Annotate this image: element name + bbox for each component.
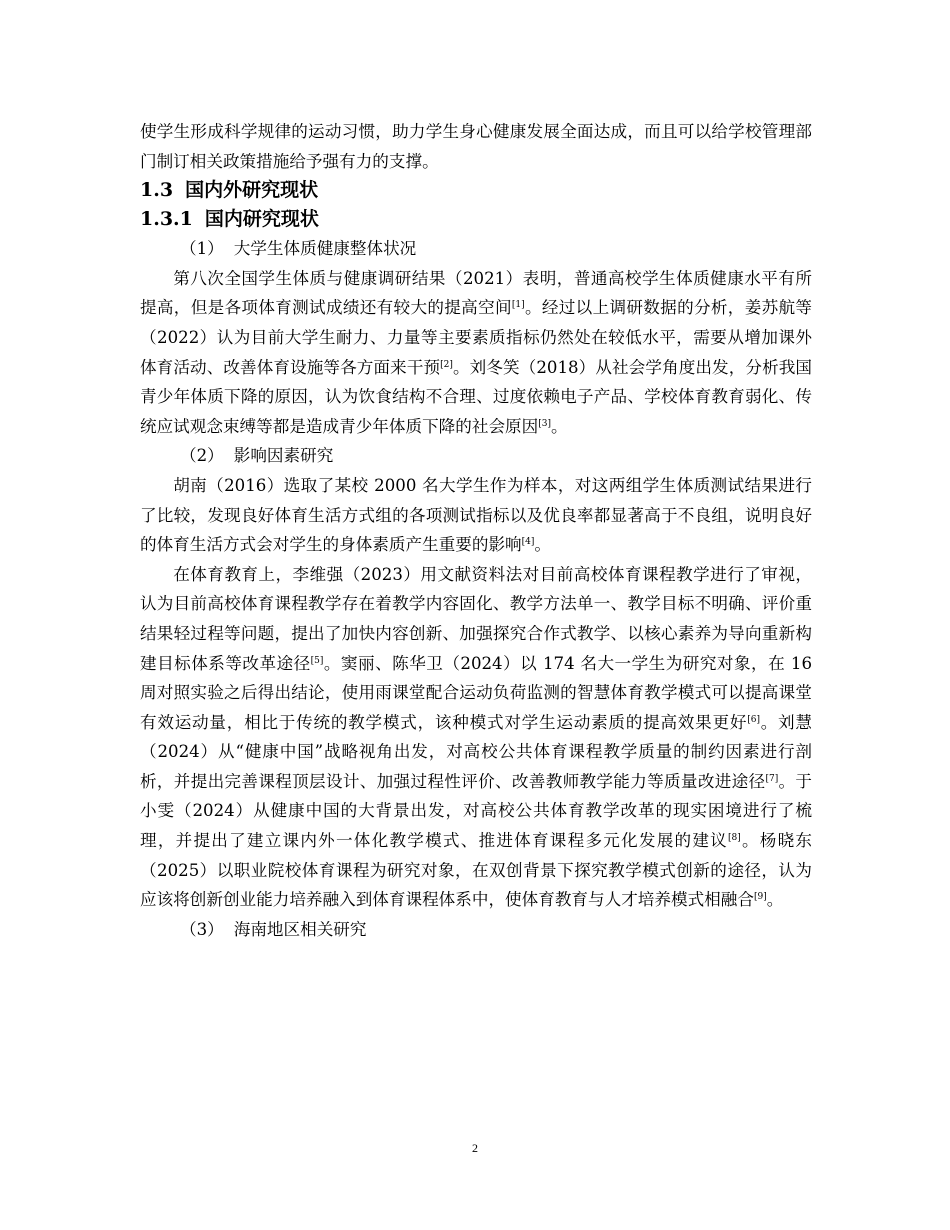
section-number: 1.3 xyxy=(140,179,174,202)
subheading-title: 大学生体质健康整体状况 xyxy=(233,239,417,259)
subheading-number: （1） xyxy=(180,239,224,259)
subheading-1 xyxy=(140,234,812,264)
page-number: 2 xyxy=(472,1141,478,1155)
citation-ref: [3] xyxy=(538,418,551,429)
citation-ref: [2] xyxy=(440,359,453,370)
section-title: 国内外研究现状 xyxy=(185,179,319,202)
citation-ref: [6] xyxy=(747,714,760,725)
subheading-title: 影响因素研究 xyxy=(233,446,334,466)
paragraph-1 xyxy=(140,264,812,442)
subsection-title: 国内研究现状 xyxy=(204,208,319,231)
paragraph-text: 。 xyxy=(534,535,551,555)
paragraph-text: 。于小雯（2024）从健康中国的大背景出发，对高校公共体育教学改革的现实困境进行了梳理，并提出了建立课内外一体化教学模式、推进体育课程多元化发展的建议 xyxy=(140,771,813,851)
citation-ref: [4] xyxy=(521,537,535,548)
subheading-title: 海南地区相关研究 xyxy=(233,919,367,939)
paragraph-text: 。 xyxy=(766,890,784,910)
paragraph-text: 在体育教育上，李维强（2023）用文献资料法对目前高校体育课程教学进行了审视，认为目前高校体育课程教学存在着教学内容固化、教学方法单一、教学目标不明确、评价重结果轻过程等问题，提出了加快内容创新、加强探究合作式教学、以核心素养为导向重新构建目标体系等改革途径 xyxy=(140,564,812,673)
paragraph-3 xyxy=(140,560,812,915)
citation-ref: [7] xyxy=(765,773,779,784)
citation-ref: [5] xyxy=(310,655,324,666)
paragraph-text: 。窦丽、陈华卫（2024）以 174 名大一学生为研究对象，在 16 周对照实验之后得出结论，使用雨课堂配合运动负荷监测的智慧体育教学模式可以提高课堂有效运动量，相比于传统的教学模式，该种模式对学生运动素质的提高效果更好 xyxy=(140,653,813,732)
subheading-3 xyxy=(140,915,812,945)
paragraph-text: 胡南（2016）选取了某校 2000 名大学生作为样本，对这两组学生体质测试结果进行了比较，发现良好体育生活方式组的各项测试指标以及优良率都显著高于不良组，说明良好的体育生活方式会对学生的身体素质产生重要的影响 xyxy=(140,475,812,555)
paragraph-text: 第八次全国学生体质与健康调研结果（2021）表明，普通高校学生体质健康水平有所提高，但是各项体育测试成绩还有较大的提高空间 xyxy=(140,268,812,318)
intro-paragraph: 使学生形成科学规律的运动习惯，助力学生身心健康发展全面达成，而且可以给学校管理部门制订相关政策措施给予强有力的支撑。 xyxy=(140,122,812,171)
subheading-2 xyxy=(140,441,812,471)
paragraph-text: 。杨晓东（2025）以职业院校体育课程为研究对象，在双创背景下探究教学模式创新的途径，认为应该将创新创业能力培养融入到体育课程体系中，使体育教育与人才培养模式相融合 xyxy=(140,831,813,910)
paragraph-2 xyxy=(140,471,812,560)
section-heading-1-3 xyxy=(140,176,812,205)
subheading-number: （2） xyxy=(180,446,224,466)
subsection-number: 1.3.1 xyxy=(140,208,193,231)
paragraph-text: 。 xyxy=(551,416,568,436)
citation-ref: [1] xyxy=(511,300,525,311)
paragraph-text: 。经过以上调研数据的分析，姜苏航等（2022）认为目前大学生耐力、力量等主要素质指标仍然处在较低水平，需要从增加课外体育活动、改善体育设施等各方面来干预 xyxy=(140,298,813,377)
citation-ref: [9] xyxy=(753,892,767,903)
citation-ref: [8] xyxy=(727,833,741,844)
paragraph-text: 。刘慧（2024）从“健康中国”战略视角出发，对高校公共体育课程教学质量的制约因素进行剖析，并提出完善课程顶层设计、加强过程性评价、改善教师教学能力等质量改进途径 xyxy=(140,712,812,791)
page-content xyxy=(140,117,812,944)
section-heading-1-3-1 xyxy=(140,205,812,234)
paragraph-text: 。刘冬笑（2018）从社会学角度出发，分析我国青少年体质下降的原因，认为饮食结构不合理、过度依赖电子产品、学校体育教育弱化、传统应试观念束缚等都是造成青少年体质下降的社会原因 xyxy=(140,357,813,436)
subheading-number: （3） xyxy=(180,919,224,939)
